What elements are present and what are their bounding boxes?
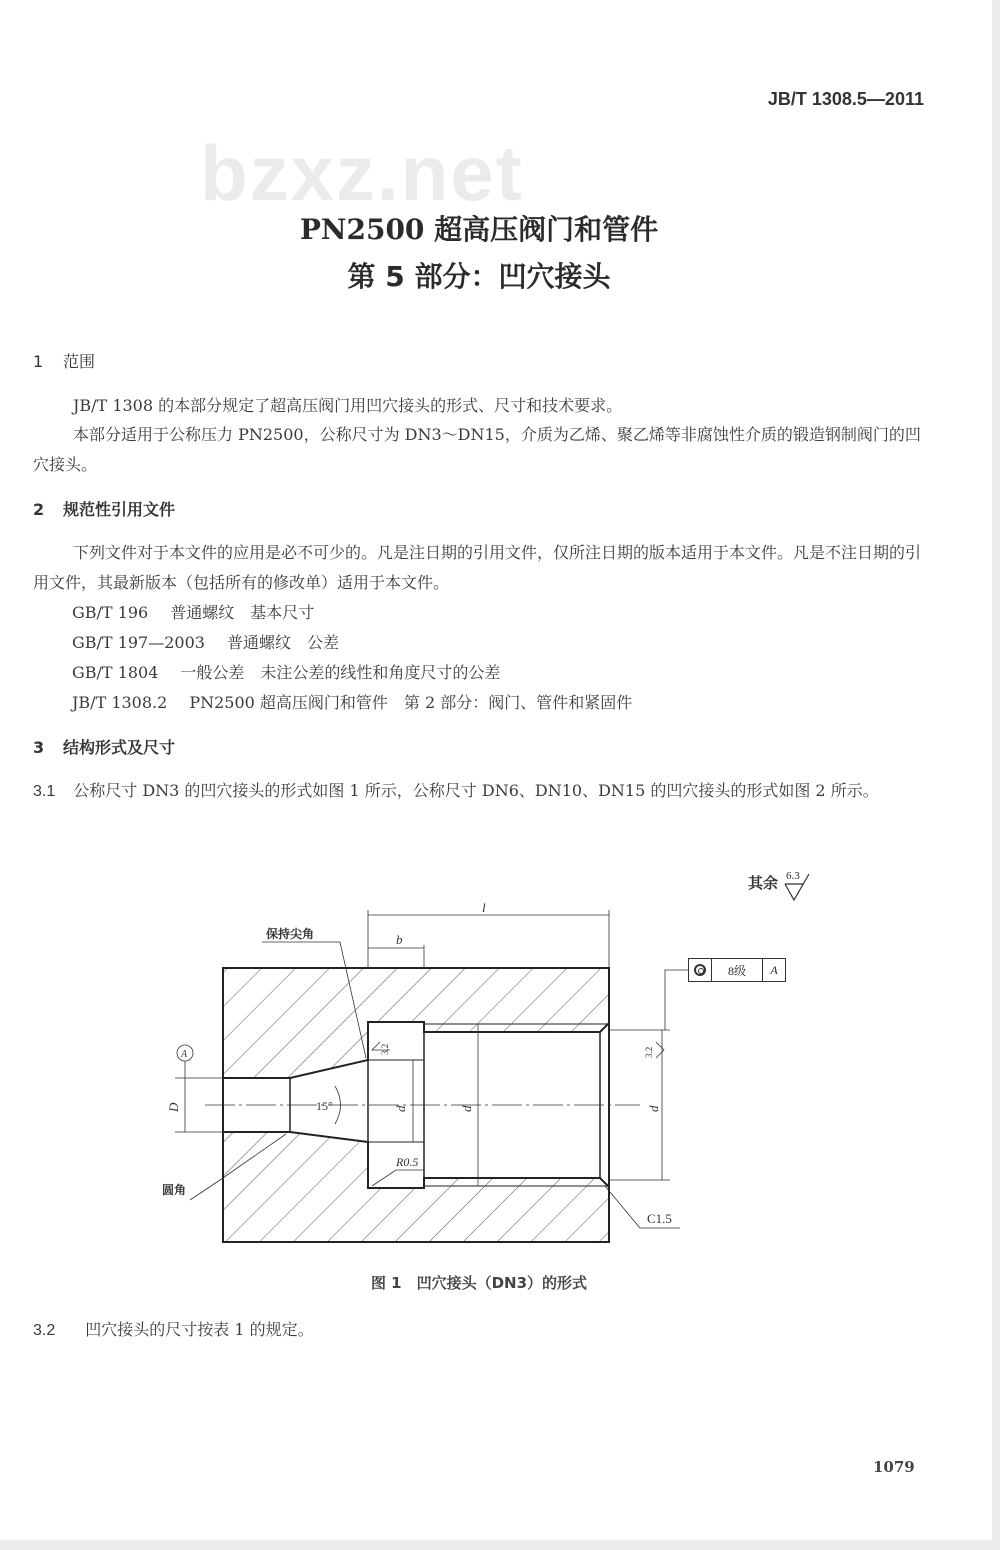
section-heading-references bbox=[33, 497, 175, 520]
svg-text:6.3: 6.3 bbox=[786, 870, 800, 882]
svg-text:l: l bbox=[482, 900, 486, 915]
reference-code: GB/T 1804 bbox=[72, 663, 159, 682]
paragraph: 本部分适用于公称压力 PN2500，公称尺寸为 DN3～DN15，介质为乙烯、聚乙烯等非腐蚀性介质的锻造钢制阀门的凹穴接头。 bbox=[33, 425, 921, 474]
section-heading-structure bbox=[33, 735, 175, 758]
section-title: 范围 bbox=[63, 352, 96, 371]
tolerance-datum: A bbox=[770, 962, 778, 977]
svg-text:d: d bbox=[459, 1105, 474, 1112]
section-title: 结构形式及尺寸 bbox=[63, 738, 176, 757]
figure-caption: 图 1 凹穴接头（DN3）的形式 bbox=[370, 1274, 588, 1292]
reference-title: 普通螺纹 基本尺寸 bbox=[170, 603, 315, 622]
svg-text:R0.5: R0.5 bbox=[396, 1155, 419, 1169]
section-number: 2 bbox=[33, 500, 45, 519]
page-edge bbox=[0, 1540, 1000, 1550]
figure-1-drawing bbox=[0, 890, 1000, 1260]
reference-code: JB/T 1308.2 bbox=[72, 693, 168, 712]
page-number: 1079 bbox=[873, 1458, 915, 1476]
document-subtitle: 第 5 部分：凹穴接头 bbox=[347, 260, 611, 293]
svg-text:D: D bbox=[166, 1102, 181, 1112]
reference-item bbox=[72, 630, 339, 653]
tolerance-grade: 8级 bbox=[712, 959, 763, 981]
label-keep-sharp-corner: 保持尖角 bbox=[266, 927, 315, 941]
standard-code: JB/T 1308.5—2011 bbox=[767, 89, 924, 109]
section-heading-scope bbox=[33, 349, 95, 372]
paragraph: 下列文件对于本文件的应用是必不可少的。凡是注日期的引用文件，仅所注日期的版本适用于本文件。凡是不注日期的引用文件，其最新版本（包括所有的修改单）适用于本文件。 bbox=[33, 543, 922, 592]
reference-code: GB/T 197—2003 bbox=[72, 633, 205, 652]
label-round-corner: 圆角 bbox=[162, 1183, 187, 1197]
geometric-tolerance-frame bbox=[688, 958, 786, 982]
roughness-note-label: 其余 bbox=[748, 874, 779, 892]
svg-text:d: d bbox=[646, 1105, 661, 1112]
clause-3-2 bbox=[33, 1315, 926, 1346]
reference-item bbox=[72, 690, 632, 713]
concentricity-icon bbox=[689, 959, 712, 981]
clause-number: 3.1 bbox=[33, 783, 56, 800]
reference-title: PN2500 超高压阀门和管件 第 2 部分：阀门、管件和紧固件 bbox=[189, 693, 633, 712]
svg-text:3.2: 3.2 bbox=[644, 1046, 654, 1058]
clause-3-1 bbox=[33, 776, 926, 807]
page-edge bbox=[992, 0, 1000, 1550]
watermark: bzxz.net bbox=[200, 129, 524, 217]
clause-text: 凹穴接头的尺寸按表 1 的规定。 bbox=[85, 1320, 314, 1339]
reference-title: 普通螺纹 公差 bbox=[226, 633, 339, 652]
reference-title: 一般公差 未注公差的线性和角度尺寸的公差 bbox=[180, 663, 501, 682]
document-title: PN2500 超高压阀门和管件 bbox=[299, 213, 659, 246]
svg-text:d: d bbox=[393, 1105, 408, 1112]
section-number: 1 bbox=[33, 352, 44, 371]
svg-text:A: A bbox=[181, 1049, 188, 1060]
section-title: 规范性引用文件 bbox=[63, 500, 176, 519]
reference-item bbox=[72, 600, 314, 623]
clause-number: 3.2 bbox=[33, 1322, 56, 1339]
svg-text:b: b bbox=[396, 932, 403, 947]
svg-text:3.2: 3.2 bbox=[380, 1043, 390, 1055]
section-number: 3 bbox=[33, 738, 45, 757]
reference-item bbox=[72, 660, 500, 683]
svg-text:15°: 15° bbox=[316, 1099, 333, 1113]
paragraph: JB/T 1308 的本部分规定了超高压阀门用凹穴接头的形式、尺寸和技术要求。 bbox=[73, 396, 623, 415]
svg-text:C1.5: C1.5 bbox=[647, 1211, 672, 1226]
clause-text: 公称尺寸 DN3 的凹穴接头的形式如图 1 所示，公称尺寸 DN6、DN10、DN15 的凹穴接头的形式如图 2 所示。 bbox=[73, 781, 879, 800]
reference-code: GB/T 196 bbox=[72, 603, 149, 622]
